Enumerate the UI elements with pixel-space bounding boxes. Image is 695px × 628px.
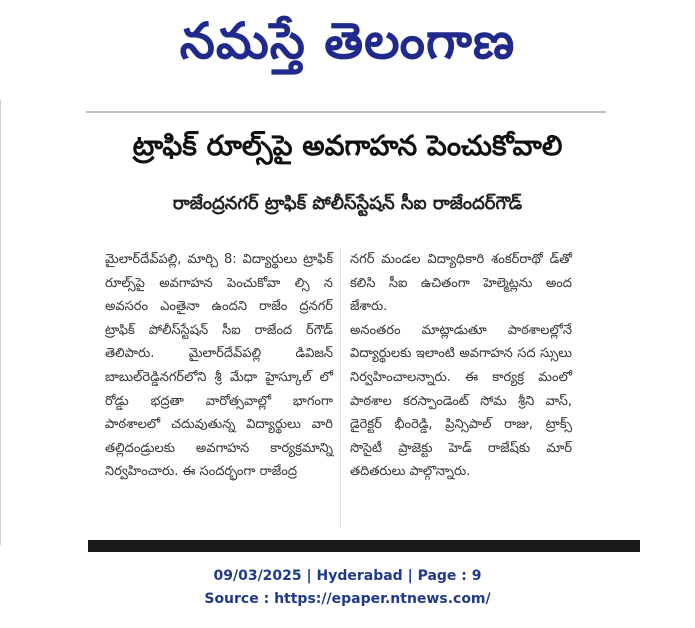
masthead [0, 0, 695, 90]
article-paragraph: అనంతరం మాట్లాడుతూ పాఠశాలల్లోనే విద్యార్థులకు ఇలాంటి అవగాహన సద స్సులు నిర్వహించాలన్నారు. ఈ కార్యక్ర మంలో పాఠశాల కరస్పాండెంట్ సోమ శ్రీని వాస్, డైరెక్టర్ భీంరెడ్డి, ప్రిన్సిపాల్ రాజు, ట్రాక్స్ సొసైటీ ప్రాజెక్టు హెడ్ రాజేష్‌కు మార్ తదితరులు పాల్గొన్నారు. [350, 322, 572, 480]
column-divider [340, 248, 341, 528]
article-headline: ట్రాఫిక్ రూల్స్‌పై అవగాహన పెంచుకోవాలి [132, 129, 563, 162]
article-paragraph: నగర్ మండల విద్యాధికారి శంకర్‌రాథో డ్‌తో కలిసి సీఐ ఉచితంగా హెల్మెట్లను అంద జేశారు. [350, 252, 572, 315]
article-column-left [105, 248, 333, 520]
source-link[interactable]: Source : https://epaper.ntnews.com/ [204, 591, 491, 607]
cropped-next-article-strip [88, 540, 640, 552]
article-subheadline: రాజేంద్రనగర్ ట్రాఫిక్ పోలీస్‌స్టేషన్ సీఐ రాజేందర్‌గౌడ్ [172, 193, 523, 214]
article-paragraph: మైలార్‌దేవ్‌పల్లి, మార్చి 8: విద్యార్థులు ట్రాఫిక్ రూల్స్‌పై అవగాహన పెంచుకోవా ల్సి న అవసరం ఎంతైనా ఉందని రాజేం ద్రనగర్ ట్రాఫిక్ పోలీస్‌స్టేషన్ సీఐ రాజేంద ర్‌గౌడ్ తెలిపారు. మైలార్‌దేవ్‌పల్లి డివిజన్ బాబుల్‌రెడ్డినగర్‌లోని శ్రీ మేధా హైస్కూల్ లో రోడ్డు భద్రతా వారోత్సవాల్లో భాగంగా పాఠశాలలో చదువుతున్న విద్యార్థులు వారి తల్లిదండ్రులకు అవగాహన కార్యక్రమాన్ని నిర్వహించారు. ఈ సందర్భంగా రాజేంద్ర [105, 252, 333, 480]
header-divider [86, 111, 606, 113]
article-column-right [350, 248, 572, 520]
edition-info: 09/03/2025 | Hyderabad | Page : 9 [213, 568, 482, 584]
newspaper-logo: నమస్తే తెలంగాణ [179, 12, 516, 70]
